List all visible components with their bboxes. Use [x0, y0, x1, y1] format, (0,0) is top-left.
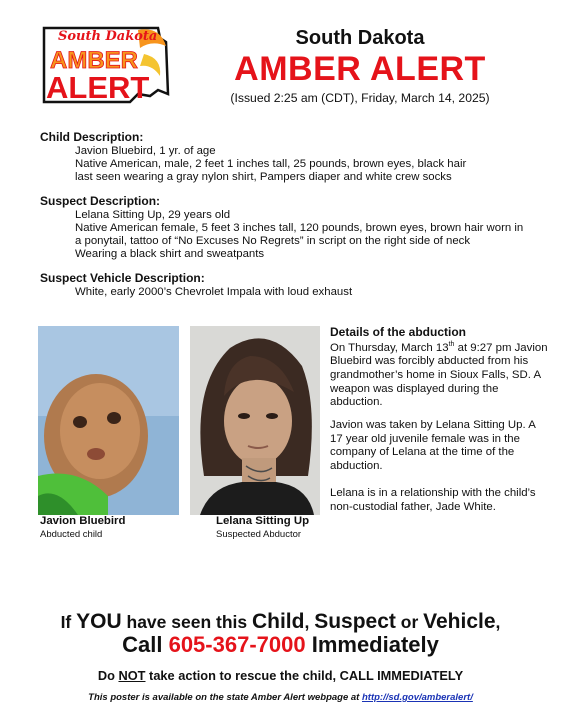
details-text: at 9:27 pm Javion Bluebird was forcibly abducted from his grandmother’s home in Sioux Falls, SD. A weapon was displayed during the abduction. — [330, 341, 548, 409]
call-text: Call — [122, 632, 169, 657]
seen-suspect: Suspect — [314, 610, 396, 633]
suspect-description-title: Suspect Description: — [40, 194, 161, 208]
seen-vehicle: Vehicle — [423, 610, 496, 633]
logo-script-text: South Dakota — [58, 29, 158, 44]
details-paragraph-1 — [330, 338, 550, 410]
issued-timestamp: (Issued 2:25 am (CDT), Friday, March 14, 2025) — [230, 91, 490, 105]
poster-availability — [0, 692, 561, 703]
vehicle-line: White, early 2000’s Chevrolet Impala with loud exhaust — [75, 286, 353, 298]
suspect-line: Lelana Sitting Up, 29 years old — [75, 209, 231, 221]
seen-text: or — [395, 612, 424, 632]
suspect-line: Wearing a black shirt and sweatpants — [75, 248, 265, 260]
amber-alert-logo — [40, 24, 172, 112]
logo-word-alert: ALERT — [46, 70, 150, 105]
child-photo — [38, 326, 179, 515]
suspect-photo — [190, 326, 320, 515]
child-line: Javion Bluebird, 1 yr. of age — [75, 145, 216, 157]
seen-text: have seen this — [121, 612, 252, 632]
logo-word-amber: AMBER — [50, 47, 138, 74]
south-dakota-map-icon — [40, 24, 172, 112]
child-name-caption: Javion Bluebird — [40, 515, 126, 527]
child-role-caption: Abducted child — [40, 529, 103, 540]
details-title: Details of the abduction — [330, 325, 467, 339]
warning-text: Do — [97, 668, 119, 683]
details-paragraph-3: Lelana is in a relationship with the child’s non-custodial father, Jade White. — [330, 487, 536, 513]
warning-line — [0, 668, 561, 683]
seen-text: If — [60, 612, 77, 632]
seen-prompt — [0, 610, 561, 634]
child-line: last seen wearing a gray nylon shirt, Pampers diaper and white crew socks — [75, 171, 452, 183]
suspect-line: Native American female, 5 feet 3 inches tall, 120 pounds, brown eyes, brown hair worn in — [75, 222, 524, 234]
amber-alert-link[interactable]: http://sd.gov/amberalert/ — [361, 692, 473, 703]
suspect-line: a ponytail, tattoo of “No Excuses No Regrets” in script on the right side of neck — [75, 235, 471, 247]
state-title: South Dakota — [295, 27, 425, 49]
warning-not: NOT — [118, 668, 146, 683]
child-line: Native American, male, 2 feet 1 inches tall, 25 pounds, brown eyes, black hair — [75, 158, 467, 170]
seen-text: , — [495, 612, 501, 632]
seen-text: , — [304, 612, 315, 632]
seen-child: Child — [251, 610, 305, 633]
warning-text: take action to rescue the child, CALL IMMEDIATELY — [145, 668, 464, 683]
seen-you: YOU — [76, 610, 122, 633]
details-date: On Thursday, March 13 — [330, 341, 449, 354]
vehicle-description-title: Suspect Vehicle Description: — [40, 271, 205, 285]
availability-text: This poster is available on the state Amber Alert webpage at — [88, 692, 362, 703]
suspect-name-caption: Lelana Sitting Up — [216, 515, 310, 527]
child-description-title: Child Description: — [40, 130, 144, 144]
alert-title: AMBER ALERT — [234, 50, 486, 88]
suspect-role-caption: Suspected Abductor — [216, 529, 302, 540]
call-line — [0, 632, 561, 658]
call-text: Immediately — [305, 632, 439, 657]
phone-number[interactable]: 605-367-7000 — [168, 632, 306, 657]
details-paragraph-2: Javion was taken by Lelana Sitting Up. A 17 year old juvenile female was in the company of Lelana at the time of the abduction. — [330, 419, 536, 472]
details-date-suffix: th — [448, 341, 455, 348]
